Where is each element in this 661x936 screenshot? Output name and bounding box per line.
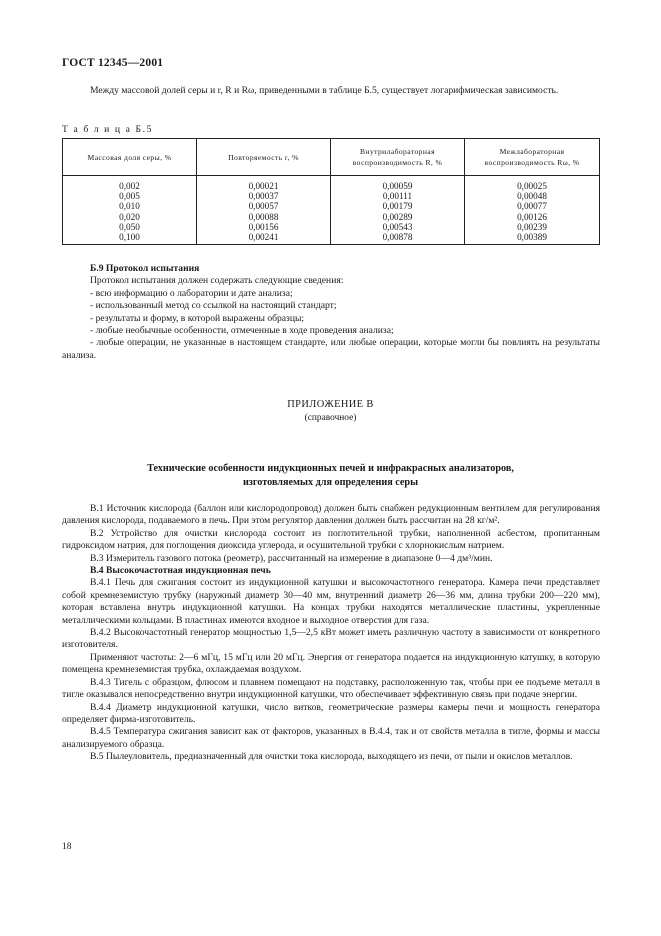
table-cell: 0,005 <box>63 191 197 201</box>
page-number: 18 <box>62 841 72 852</box>
table-cell: 0,00241 <box>197 232 331 245</box>
table-row <box>63 176 600 192</box>
appendix-heading-line: изготовляемых для определения серы <box>242 476 419 488</box>
paragraph-b42b: Применяют частоты: 2—6 мГц, 15 мГц или 20 мГц. Энергия от генератора подается на индукционную катушку, в которую помещена кремнеземистая трубка, охлаждаемая воздухом. <box>62 651 600 676</box>
table-cell: 0,002 <box>63 176 197 192</box>
table-cell: 0,050 <box>63 222 197 232</box>
table-cell: 0,010 <box>63 201 197 211</box>
table-cell: 0,00025 <box>465 176 600 192</box>
table-cell: 0,00111 <box>331 191 465 201</box>
table-header-cell: Внутрилабораторная воспроизводимость R, % <box>331 139 465 176</box>
document-header: ГОСТ 12345—2001 <box>62 57 164 69</box>
paragraph-b5: В.5 Пылеуловитель, предназначенный для очистки тока кислорода, выходящего из печи, от пыли и окислов металлов. <box>90 751 573 763</box>
appendix-title: ПРИЛОЖЕНИЕ В <box>287 399 374 410</box>
appendix-heading-line: Технические особенности индукционных печей и инфракрасных анализаторов, <box>147 463 514 474</box>
protocol-line: - использованный метод со ссылкой на настоящий стандарт; <box>90 300 337 312</box>
intro-paragraph: Между массовой долей серы и r, R и Rω, приведенными в таблице Б.5, существует логарифмическая зависимость. <box>90 85 559 96</box>
protocol-line: - результаты и форму, в которой выражены образцы; <box>90 312 305 324</box>
section-heading-b4: В.4 Высокочастотная индукционная печь <box>90 565 271 577</box>
protocol-section <box>62 263 600 362</box>
table-row <box>63 191 600 201</box>
protocol-line: Протокол испытания должен содержать следующие сведения: <box>90 275 344 287</box>
table-cell: 0,00088 <box>197 212 331 222</box>
table-header-row <box>63 139 600 176</box>
table-row <box>63 201 600 211</box>
paragraph-b2: В.2 Устройство для очистки кислорода состоит из поглотительной трубки, наполненной асбестом, пропитанным гидроксидом натрия, для поглощения диоксида углерода, и осушительной трубки с хлорнокислым натрием. <box>62 527 600 552</box>
appendix-subtitle: (справочное) <box>304 413 357 423</box>
table-cell: 0,00037 <box>197 191 331 201</box>
table-cell: 0,00239 <box>465 222 600 232</box>
table-cell: 0,00543 <box>331 222 465 232</box>
protocol-line: - любые операции, не указанные в настоящем стандарте, или любые операции, которые могли бы повлиять на результаты анализа. <box>62 337 600 361</box>
table-row <box>63 222 600 232</box>
table-cell: 0,00878 <box>331 232 465 245</box>
table-cell: 0,00389 <box>465 232 600 245</box>
table-header-cell: Межлабораторная воспроизводимость Rω, % <box>465 139 600 176</box>
protocol-heading: Б.9 Протокол испытания <box>90 263 200 274</box>
table-caption: Т а б л и ц а Б.5 <box>62 124 154 135</box>
appendix-heading <box>0 462 661 489</box>
table-cell: 0,00156 <box>197 222 331 232</box>
paragraph-b3: В.3 Измеритель газового потока (реометр), рассчитанный на измерение в диапазоне 0—4 дм³/мин. <box>90 552 493 564</box>
table-cell: 0,00179 <box>331 201 465 211</box>
protocol-line: - любые необычные особенности, отмеченные в ходе проведения анализа; <box>90 325 394 337</box>
appendix-body <box>62 503 600 764</box>
table-cell: 0,00059 <box>331 176 465 192</box>
table-row <box>63 232 600 245</box>
table-cell: 0,00021 <box>197 176 331 192</box>
table-row <box>63 212 600 222</box>
table-cell: 0,100 <box>63 232 197 245</box>
table-header-cell: Массовая доля серы, % <box>63 139 197 176</box>
paragraph-b42: В.4.2 Высокочастотный генератор мощностью 1,5—2,5 кВт может иметь различную частоту в зависимости от конкретного изготовителя. <box>62 627 600 651</box>
table-cell: 0,00077 <box>465 201 600 211</box>
table-cell: 0,00289 <box>331 212 465 222</box>
table-cell: 0,00057 <box>197 201 331 211</box>
table-cell: 0,020 <box>63 212 197 222</box>
paragraph-b43: В.4.3 Тигель с образцом, флюсом и плавнем помещают на подставку, расположенную так, чтобы при ее подъеме металл в тигле оказывался непосредственно внутри индукционной катушки, что обеспечивает эффективную связь при подаче энергии. <box>62 676 600 701</box>
paragraph-b1: В.1 Источник кислорода (баллон или кислородопровод) должен быть снабжен редукционным вентилем для регулирования давления кислорода, подаваемого в печь. При этом регулятор давления должен быть рассчитан на 28 кг/м². <box>62 503 600 527</box>
paragraph-b41: В.4.1 Печь для сжигания состоит из индукционной катушки и высокочастотного генератора. Камера печи представляет собой кремнеземистую трубку (наружный диаметр 30—40 мм, внутренний диаметр 26—36 мм, длина трубки 200—220 мм), которая вставлена внутрь индукционной катушки. На концах трубки находятся металлические пластины, укрепленные металлическими кольцами. В пластинах имеются входное и выходное отверстия для газа. <box>62 577 600 626</box>
paragraph-b45: В.4.5 Температура сжигания зависит как от факторов, указанных в В.4.4, так и от свойств металла в тигле, формы и массы анализируемого образца. <box>62 726 600 750</box>
table-cell: 0,00048 <box>465 191 600 201</box>
table-cell: 0,00126 <box>465 212 600 222</box>
paragraph-b44: В.4.4 Диаметр индукционной катушки, число витков, геометрические размеры камеры печи и мощность генератора определяет фирма-изготовитель. <box>62 701 600 725</box>
table-header-cell: Повторяемость r, % <box>197 139 331 176</box>
sulfur-precision-table <box>62 138 600 245</box>
protocol-line: - всю информацию о лаборатории и дате анализа; <box>90 287 293 299</box>
